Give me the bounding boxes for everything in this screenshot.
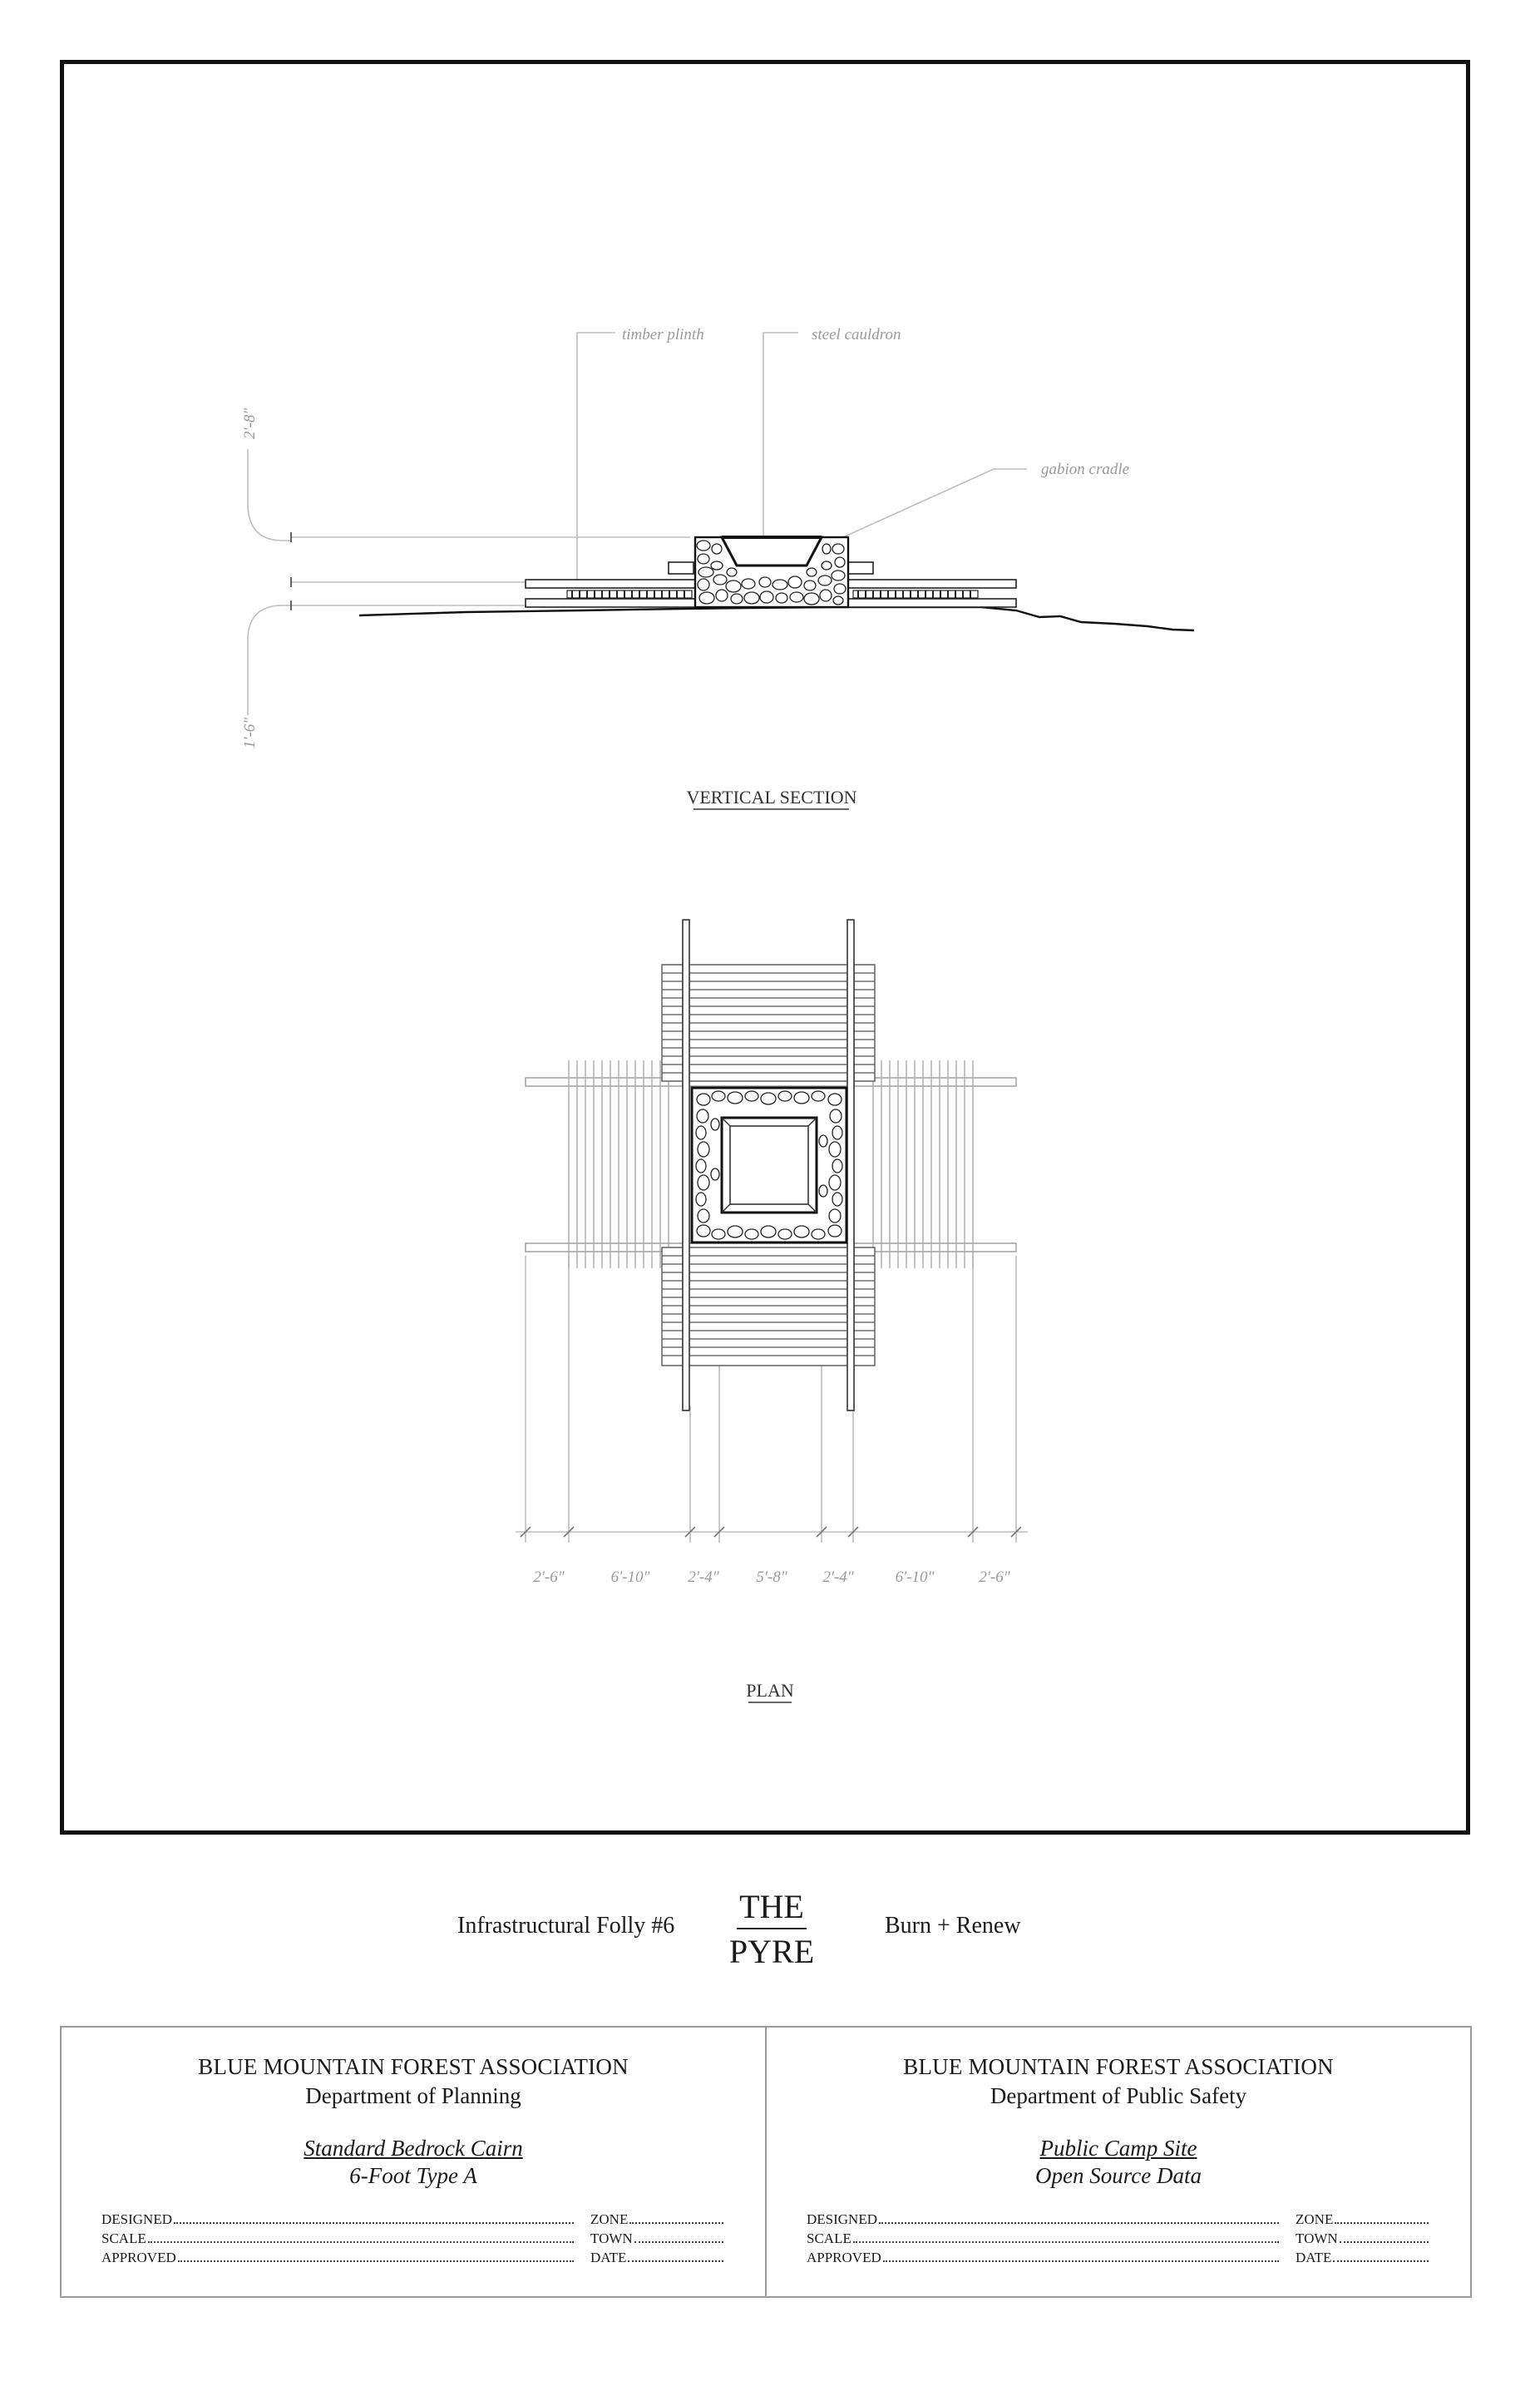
field-town: TOWN xyxy=(1296,2230,1338,2246)
field-date: DATE xyxy=(590,2250,627,2265)
stamp-project xyxy=(767,2136,1470,2161)
steel-cauldron-label: steel cauldron xyxy=(812,326,901,343)
field-scale: SCALE xyxy=(101,2230,146,2246)
stamp-project-title: Public Camp Site xyxy=(1039,2136,1197,2161)
stamp-organization: BLUE MOUNTAIN FOREST ASSOCIATION xyxy=(198,2054,629,2079)
plan-dim-4: 5'-8" xyxy=(756,1568,787,1586)
section-heading: VERTICAL SECTION xyxy=(686,787,857,808)
sheet-title-line-2: PYRE xyxy=(728,1933,815,1970)
plan-rail-left xyxy=(683,920,689,1410)
plan-dim-6: 6'-10" xyxy=(895,1568,935,1586)
plinth-step-right xyxy=(848,562,873,574)
plan-heading: PLAN xyxy=(746,1680,794,1701)
field-town: TOWN xyxy=(590,2230,633,2246)
stamp-fields xyxy=(101,2209,725,2266)
stamp-project-subtitle: Open Source Data xyxy=(1035,2163,1202,2188)
upper-dimension-curve xyxy=(248,449,291,541)
plan-dim-2: 6'-10" xyxy=(610,1568,650,1586)
stamp-fields xyxy=(807,2209,1430,2266)
plan-view xyxy=(516,920,1028,1702)
field-scale: SCALE xyxy=(807,2230,851,2246)
title-stamps xyxy=(60,2026,1472,2298)
field-zone: ZONE xyxy=(590,2211,629,2227)
stamp-department: Department of Public Safety xyxy=(990,2083,1247,2108)
stamp-project-title: Standard Bedrock Cairn xyxy=(304,2136,523,2161)
plan-bottom-slat-stack xyxy=(662,1247,875,1366)
title-row xyxy=(0,1888,1540,1979)
plan-rail-right xyxy=(847,920,854,1410)
series-label: Infrastructural Folly #6 xyxy=(457,1913,675,1939)
plan-dim-1: 2'-6" xyxy=(533,1568,565,1586)
sheet-title-line-1: THE xyxy=(737,1888,807,1929)
plinth-step-left xyxy=(669,562,693,574)
stamp-public-safety xyxy=(765,2028,1470,2296)
stamp-department: Department of Planning xyxy=(305,2083,521,2108)
vertical-section xyxy=(241,326,1194,809)
plan-dim-3: 2'-4" xyxy=(688,1568,719,1586)
timber-plinth-label: timber plinth xyxy=(622,326,704,343)
sheet-title xyxy=(713,1888,830,1971)
stamp-planning xyxy=(62,2028,765,2296)
tagline-label: Burn + Renew xyxy=(885,1913,1021,1939)
stamp-project-subtitle: 6-Foot Type A xyxy=(349,2163,477,2188)
steel-cauldron-leader xyxy=(763,333,798,541)
field-approved: APPROVED xyxy=(807,2250,881,2265)
ground-line xyxy=(359,607,1194,630)
gabion-cradle-label: gabion cradle xyxy=(1041,461,1130,478)
timber-plinth-leader xyxy=(577,333,615,586)
stamp-project xyxy=(62,2136,765,2161)
plan-dim-5: 2'-4" xyxy=(822,1568,854,1586)
field-designed: DESIGNED xyxy=(101,2211,172,2227)
steel-cauldron xyxy=(722,537,822,566)
field-zone: ZONE xyxy=(1296,2211,1334,2227)
upper-dimension-label: 2'-8" xyxy=(241,408,259,439)
lower-dimension-curve xyxy=(248,605,291,715)
plan-dim-7: 2'-6" xyxy=(979,1568,1010,1586)
stamp-organization: BLUE MOUNTAIN FOREST ASSOCIATION xyxy=(903,2054,1334,2079)
gabion-cradle-leader xyxy=(836,469,1027,541)
field-approved: APPROVED xyxy=(101,2250,176,2265)
field-designed: DESIGNED xyxy=(807,2211,877,2227)
lower-dimension-label: 1'-6" xyxy=(241,717,259,748)
field-date: DATE xyxy=(1296,2250,1332,2265)
plan-cauldron-basin xyxy=(730,1126,808,1204)
